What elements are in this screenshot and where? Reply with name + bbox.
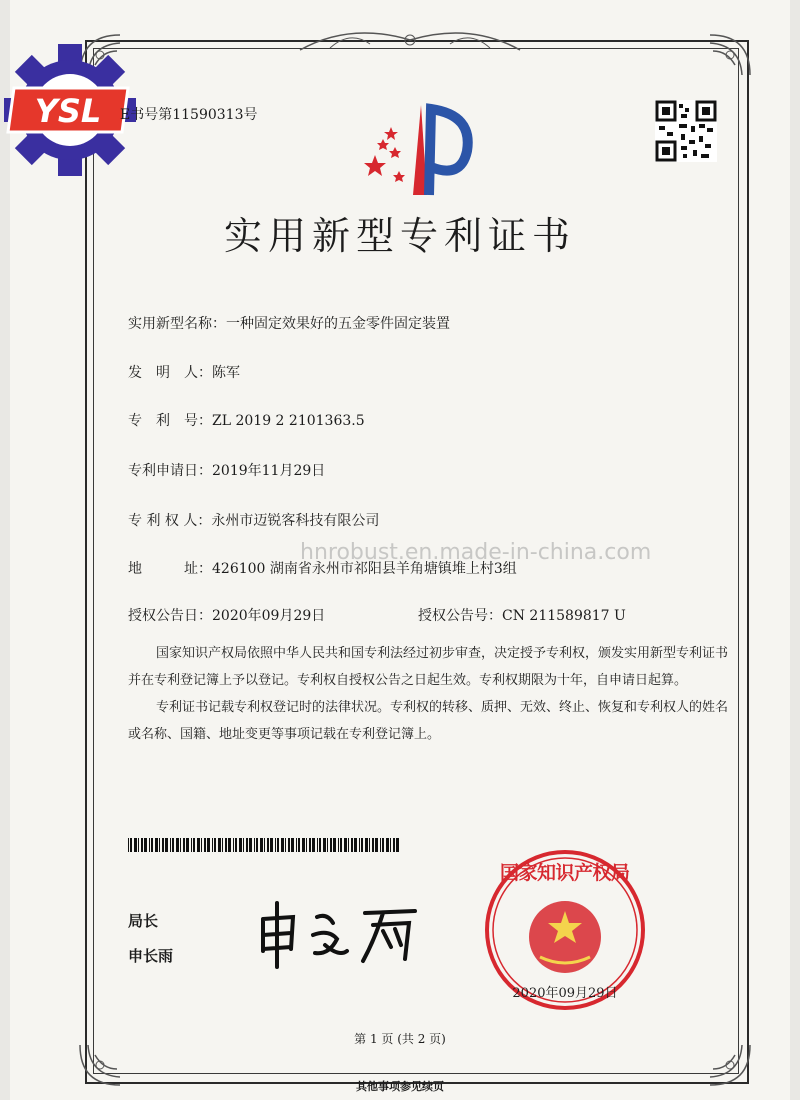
top-center-ornament [290, 22, 530, 58]
signature-title: 局长 [128, 912, 159, 930]
field-label: 专 利 号： [128, 413, 212, 429]
official-seal-icon [480, 845, 650, 1015]
field-label: 专 利 权 人： [128, 513, 212, 529]
ysl-logo-icon [0, 40, 140, 180]
field-label: 地 址： [128, 561, 212, 577]
handwritten-signature-icon [255, 895, 425, 975]
field-value: 426100 湖南省永州市祁阳县羊角塘镇堆上村3组 [212, 561, 517, 577]
certificate-number: E书号第11590313号 [120, 107, 258, 123]
field-label: 实用新型名称： [128, 316, 226, 332]
filing-date-row [128, 460, 325, 480]
grant-date-row [128, 605, 325, 625]
barcode-icon [128, 838, 403, 852]
field-value: 永州市迈锐客科技有限公司 [211, 513, 380, 529]
see-reverse-note: 其他事项参见续页 [356, 1080, 444, 1093]
patent-number-row [128, 410, 365, 430]
signature-name: 申长雨 [128, 947, 174, 965]
field-value: 一种固定效果好的五金零件固定装置 [226, 316, 450, 332]
page-title: 实用新型专利证书 [223, 214, 576, 258]
logo-text: YSL [34, 92, 102, 130]
field-label: 专利申请日： [128, 463, 212, 479]
field-label: 发 明 人： [128, 365, 212, 381]
grant-number-row [418, 605, 626, 625]
qr-code-icon [655, 100, 717, 162]
field-label: 授权公告号： [418, 608, 502, 624]
field-value: ZL 2019 2 2101363.5 [212, 413, 365, 429]
seal-date: 2020年09月29日 [512, 986, 618, 1001]
field-value: CN 211589817 U [502, 608, 626, 624]
patent-office-emblem-icon [355, 95, 475, 205]
body-text [128, 640, 728, 748]
utility-model-name-row [128, 313, 450, 333]
seal-text: 国家知识产权局 [500, 862, 630, 884]
watermark: hnrobust.en.made-in-china.com [300, 540, 652, 565]
field-label: 授权公告日： [128, 608, 212, 624]
inventor-row [128, 362, 240, 382]
field-value: 2019年11月29日 [212, 463, 326, 479]
field-value: 2020年09月29日 [212, 608, 326, 624]
paragraph-legal-status: 专利证书记载专利权登记时的法律状况。专利权的转移、质押、无效、终止、恢复和专利权人的姓名或名称、国籍、地址变更等事项记载在专利登记簿上。 [128, 700, 729, 742]
corner-ornament-top-right [700, 25, 760, 85]
paragraph-grant: 国家知识产权局依照中华人民共和国专利法经过初步审查，决定授予专利权，颁发实用新型专利证书并在专利登记簿上予以登记。专利权自授权公告之日起生效。专利权期限为十年，自申请日起算。 [128, 646, 729, 688]
field-value: 陈军 [212, 365, 240, 381]
page-number: 第 1 页 (共 2 页) [354, 1032, 446, 1046]
patentee-row [128, 510, 379, 530]
